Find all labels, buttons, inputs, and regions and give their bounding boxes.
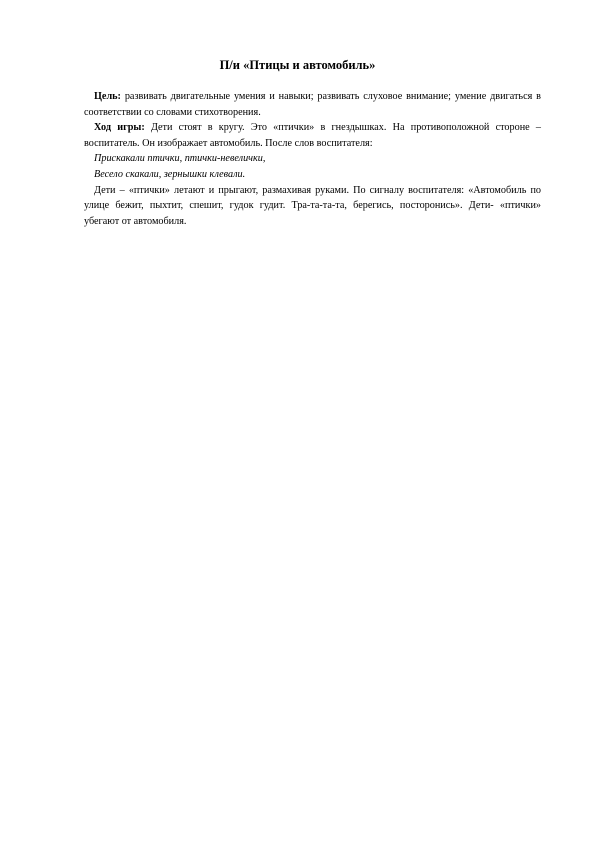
goal-paragraph bbox=[84, 89, 541, 120]
goal-label: Цель: bbox=[94, 91, 121, 102]
poem-line: Прискакали птички, птички-невелички, bbox=[94, 153, 266, 165]
ending-paragraph: Дети – «птички» летают и прыгают, размахивая руками. По сигналу воспитателя: «Автомобиль по улице бежит, пыхтит, спешит, гудок гудит. Тра-та-та-та, берегись, посторонись». Дети- «птички» убегают от автомобиля. bbox=[84, 184, 541, 227]
goal-text: развивать двигательные умения и навыки; развивать слуховое внимание; умение двигаться в соответствии со словами стихотворения. bbox=[84, 91, 541, 118]
document-body bbox=[84, 89, 541, 229]
document-title: П/и «Птицы и автомобиль» bbox=[219, 58, 376, 72]
game-text: Дети стоят в кругу. Это «птички» в гнездышках. На противоположной стороне – воспитатель. Он изображает автомобиль. После слов воспитателя: bbox=[84, 122, 541, 149]
game-paragraph bbox=[84, 120, 541, 151]
game-label: Ход игры: bbox=[94, 122, 145, 134]
poem-line: Весело скакали, зернышки клевали. bbox=[94, 168, 246, 180]
